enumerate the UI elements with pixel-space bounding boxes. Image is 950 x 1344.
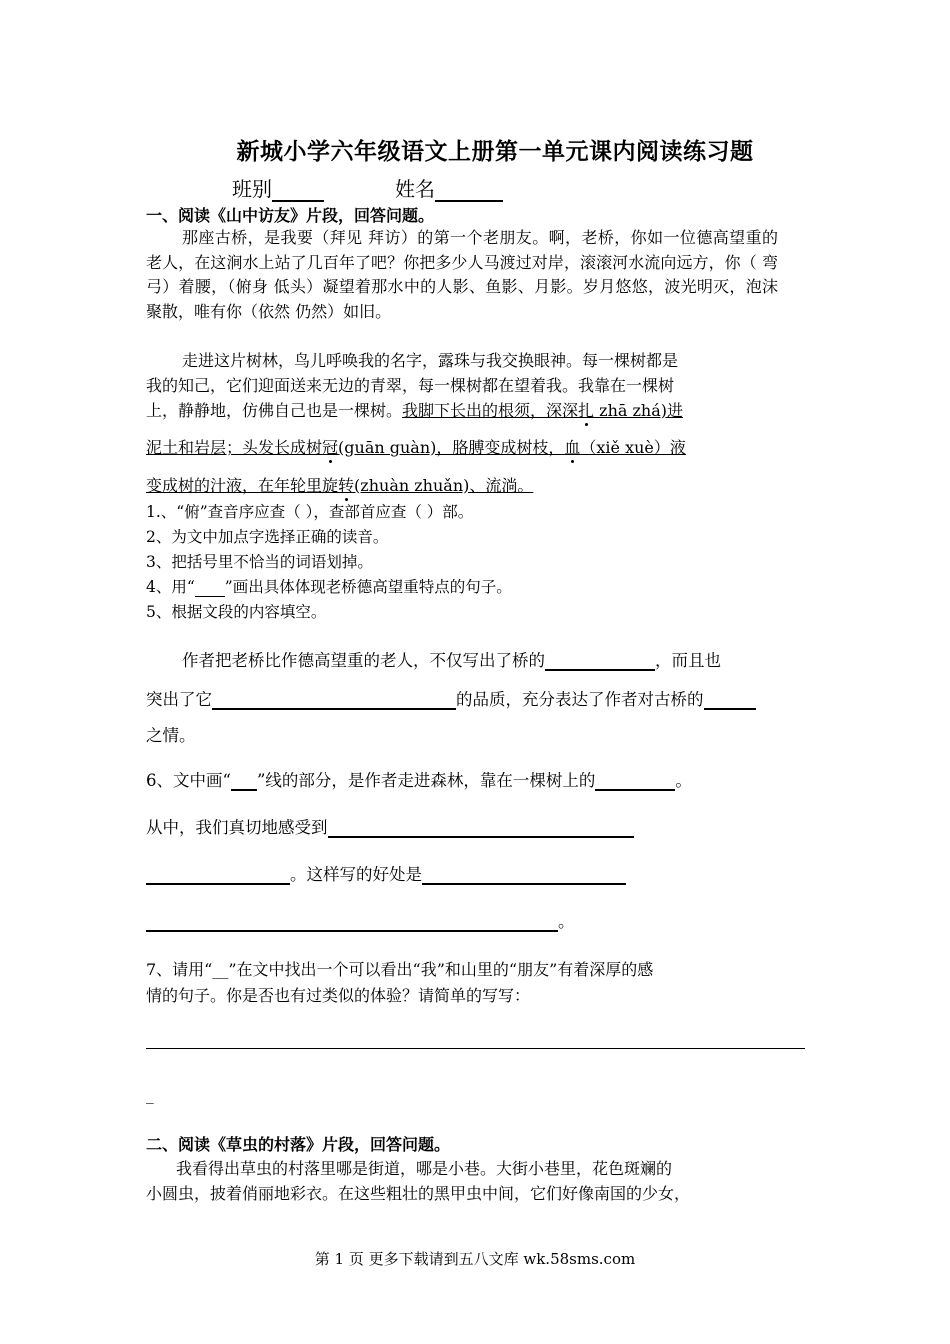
fill-line-2 [146,686,756,710]
section1-paragraph-2-line-3 [146,398,683,421]
section2-paragraph-line-2: 小圆虫，披着俏丽地彩衣。在这些粗壮的黑甲虫中间，它们好像南国的少女， [146,1184,691,1203]
question-2: 2、为文中加点字选择正确的读音。 [146,528,389,546]
text: 泥土和岩层；头发长成树 [146,438,323,457]
section1-paragraph-2-line-2: 我的知己，它们迎面送来无边的青翠，每一棵树都在望着我。我靠在一棵树 [146,376,675,395]
section2-heading: 二、阅读《草虫的村落》片段，回答问题。 [146,1135,451,1154]
question-7-line-2: 情的句子。你是否也有过类似的体验？请简单的写写： [146,986,531,1005]
text: (guān guàn)，胳膊变成树枝， [338,438,565,457]
question-4 [146,575,512,597]
dotted-char: 冠 [322,438,339,457]
text: 上，静静地，仿佛自己也是一棵树。 [146,401,403,420]
text: zhā zhá)进 [594,401,684,420]
dotted-char: 扎 [578,401,595,420]
answer-blank[interactable] [146,863,290,885]
class-label: 班别 [232,177,272,201]
question-7-line-1: 7、请用“__”在文中找出一个可以看出“我”和山里的“朋友”有着深厚的感 [146,960,654,979]
dotted-char: 血 [564,438,581,457]
answer-blank[interactable] [422,863,626,885]
question-6-line-2 [146,814,634,838]
fill-line-1 [182,647,721,671]
answer-blank[interactable] [146,910,558,932]
section1-paragraph-1: 那座古桥，是我要（拜见 拜访）的第一个老朋友。啊，老桥，你如一位德高望重的老人，在这涧水上站了几百年了吧？你把多少人马渡过对岸，滚滚河水流向远方，你（ 弯 弓）着腰，（俯身 低头）凝望着那水中的人影、鱼影、月影。岁月悠悠，波光明灭，泡沫聚散，唯有你（依然 仍然）如旧。 [146,228,778,321]
dotted-char: 转 [338,476,355,495]
answer-blank[interactable] [212,688,456,710]
page-footer: 第 1 页 更多下载请到五八文库 wk.58sms.com [314,1250,636,1268]
text: 4、用“ [146,578,195,596]
text: 作者把老桥比作德高望重的老人，不仅写出了桥的 [182,651,545,670]
answer-line[interactable] [146,1048,805,1049]
text: 变成树的汁液，在年轮里旋 [146,476,339,495]
question-6-line-3 [146,861,626,885]
question-6-line-4 [146,908,575,932]
text: 从中，我们真切地感受到 [146,818,328,837]
section2-paragraph-line-1: 我看得出草虫的村落里哪是街道，哪是小巷。大街小巷里，花色斑斓的 [176,1159,673,1178]
text: 。 [558,912,575,931]
section1-paragraph-2-line-4 [146,435,686,458]
text: 6、文中画“ [146,771,231,790]
text: ”线的部分，是作者走进森林，靠在一棵树上的 [256,771,596,790]
question-5: 5、根据文段的内容填空。 [146,603,327,621]
text: (zhuàn zhuǎn)、流淌。 [354,476,534,495]
section1-paragraph-2-line-5 [146,473,533,496]
text: 。 [675,771,692,790]
question-3: 3、把括号里不恰当的词语划掉。 [146,553,373,571]
class-blank[interactable] [272,180,324,202]
answer-blank[interactable] [545,649,655,671]
underline-sample [231,774,257,791]
text: ”画出具体体现老桥德高望重特点的句子。 [224,578,512,596]
page-title: 新城小学六年级语文上册第一单元课内阅读练习题 [236,138,754,165]
text: 我脚下长出的根须，深深 [402,401,579,420]
answer-blank[interactable] [704,688,756,710]
text: （xiě xuè）液 [580,438,686,457]
class-field [232,173,324,202]
name-field [395,173,503,202]
answer-blank[interactable] [595,769,675,791]
answer-line-tail: _ [146,1086,154,1104]
text: ，而且也 [655,651,721,670]
underlined-sentence [402,401,683,420]
name-label: 姓名 [395,177,435,201]
answer-blank[interactable] [328,816,634,838]
text: 的品质，充分表达了作者对古桥的 [456,690,704,709]
section1-heading: 一、阅读《山中访友》片段，回答问题。 [146,206,435,225]
text: 。这样写的好处是 [290,865,422,884]
question-1: 1.、“俯”查音序应查（ ），查部首应查（ ）部。 [146,503,474,521]
underline-sample [195,581,225,597]
question-6 [146,767,692,791]
section1-paragraph-2-line-1: 走进这片树林，鸟儿呼唤我的名字，露珠与我交换眼神。每一棵树都是 [182,351,679,370]
fill-line-3: 之情。 [146,726,196,745]
text: 突出了它 [146,690,212,709]
name-blank[interactable] [435,180,503,202]
